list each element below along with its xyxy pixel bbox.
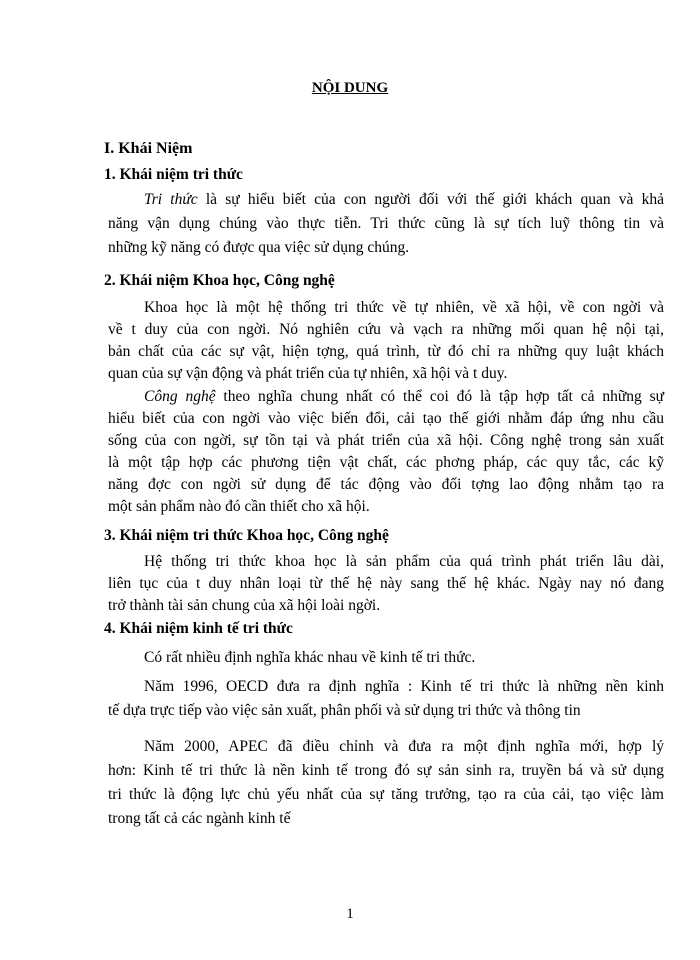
text-line: tế dựa trực tiếp vào việc sản xuất, phân phối và sử dụng tri thức và thông tin xyxy=(108,702,581,719)
text-line: tri thức là động lực chủ yếu nhất của sự tăng trưởng, tạo ra của cải, tạo việc làm xyxy=(108,786,664,803)
text-line: một sản phẩm nào đó cần thiết cho xã hội. xyxy=(108,498,370,515)
subsection-heading-3: 3. Khái niệm tri thức Khoa học, Công nghệ xyxy=(104,527,389,544)
page-number: 1 xyxy=(346,906,354,922)
text-line: Năm 2000, APEC đã điều chỉnh và đưa ra một định nghĩa mới, hợp lý xyxy=(144,738,664,755)
text-line: liên tục của t duy nhân loại từ thế hệ này sang thế hệ khác. Ngày nay nó đang xyxy=(108,575,664,592)
section-heading: I. Khái Niệm xyxy=(104,140,193,157)
text-line: là một tập hợp các phương tiện vật chất, các phơng pháp, các quy tắc, các kỹ xyxy=(108,454,664,471)
text-line xyxy=(108,188,664,212)
paragraph-khoa-hoc xyxy=(108,297,664,385)
text-line: năng đợc con ngời sử dụng để tác động vào đối tợng lao động nhằm tạo ra xyxy=(108,476,664,493)
text-line: Hệ thống tri thức khoa học là sản phẩm của quá trình phát triển lâu dài, xyxy=(144,553,664,570)
text-line: những kỹ năng có được qua việc sử dụng chúng. xyxy=(108,239,410,256)
text-line: hơn: Kinh tế tri thức là nền kinh tế trong đó sự sản sinh ra, truyền bá và sử dụng xyxy=(108,762,664,779)
paragraph-tri-thuc-khoa-hoc xyxy=(108,551,664,617)
subsection-heading-4: 4. Khái niệm kinh tế tri thức xyxy=(104,620,293,637)
text-line: sống của con ngời, sự tồn tại và phát triển của xã hội. Công nghệ trong sản xuất xyxy=(108,432,664,449)
paragraph-kinh-te-1 xyxy=(108,647,664,669)
text-line: quan của sự vận động và phát triển của tự nhiên, xã hội và t duy. xyxy=(108,365,508,382)
emphasis-term: Công nghệ xyxy=(144,388,216,405)
emphasis-term: Tri thức xyxy=(144,191,198,208)
text-line: Năm 1996, OECD đưa ra định nghĩa : Kinh tế tri thức là những nền kinh xyxy=(144,678,664,695)
text-line xyxy=(108,386,664,408)
paragraph-kinh-te-3 xyxy=(108,735,664,831)
text-line: bản chất của các sự vật, hiện tợng, quá trình, từ đó chỉ ra những quy luật khách xyxy=(108,343,664,360)
text-span: là sự hiểu biết của con người đối với thế giới khách quan và khả xyxy=(197,191,664,208)
text-line: Có rất nhiều định nghĩa khác nhau về kinh tế tri thức. xyxy=(144,649,476,666)
text-line: Khoa học là một hệ thống tri thức về tự nhiên, về xã hội, về con ngời và xyxy=(144,299,664,316)
text-span: theo nghĩa chung nhất có thể coi đó là tập hợp tất cả những sự xyxy=(215,388,665,405)
paragraph-cong-nghe xyxy=(108,386,664,518)
text-line: trong tất cả các ngành kinh tế xyxy=(108,810,291,827)
paragraph-kinh-te-2 xyxy=(108,675,664,723)
text-line: hiểu biết của con ngời vào việc biến đổi, cải tạo thế giới nhằm đáp ứng nhu cầu xyxy=(108,410,664,427)
subsection-heading-1: 1. Khái niệm tri thức xyxy=(104,166,243,183)
paragraph-tri-thuc xyxy=(108,188,664,260)
text-line: trở thành tài sản chung của xã hội loài ngời. xyxy=(108,597,381,614)
page-title: NỘI DUNG xyxy=(311,80,389,96)
text-line: về t duy của con ngời. Nó nghiên cứu và vạch ra những mối quan hệ nội tại, xyxy=(108,321,664,338)
text-line: năng vận dụng chúng vào thực tiễn. Tri thức cũng là sự tích luỹ thông tin và xyxy=(108,215,664,232)
subsection-heading-2: 2. Khái niệm Khoa học, Công nghệ xyxy=(104,272,335,289)
